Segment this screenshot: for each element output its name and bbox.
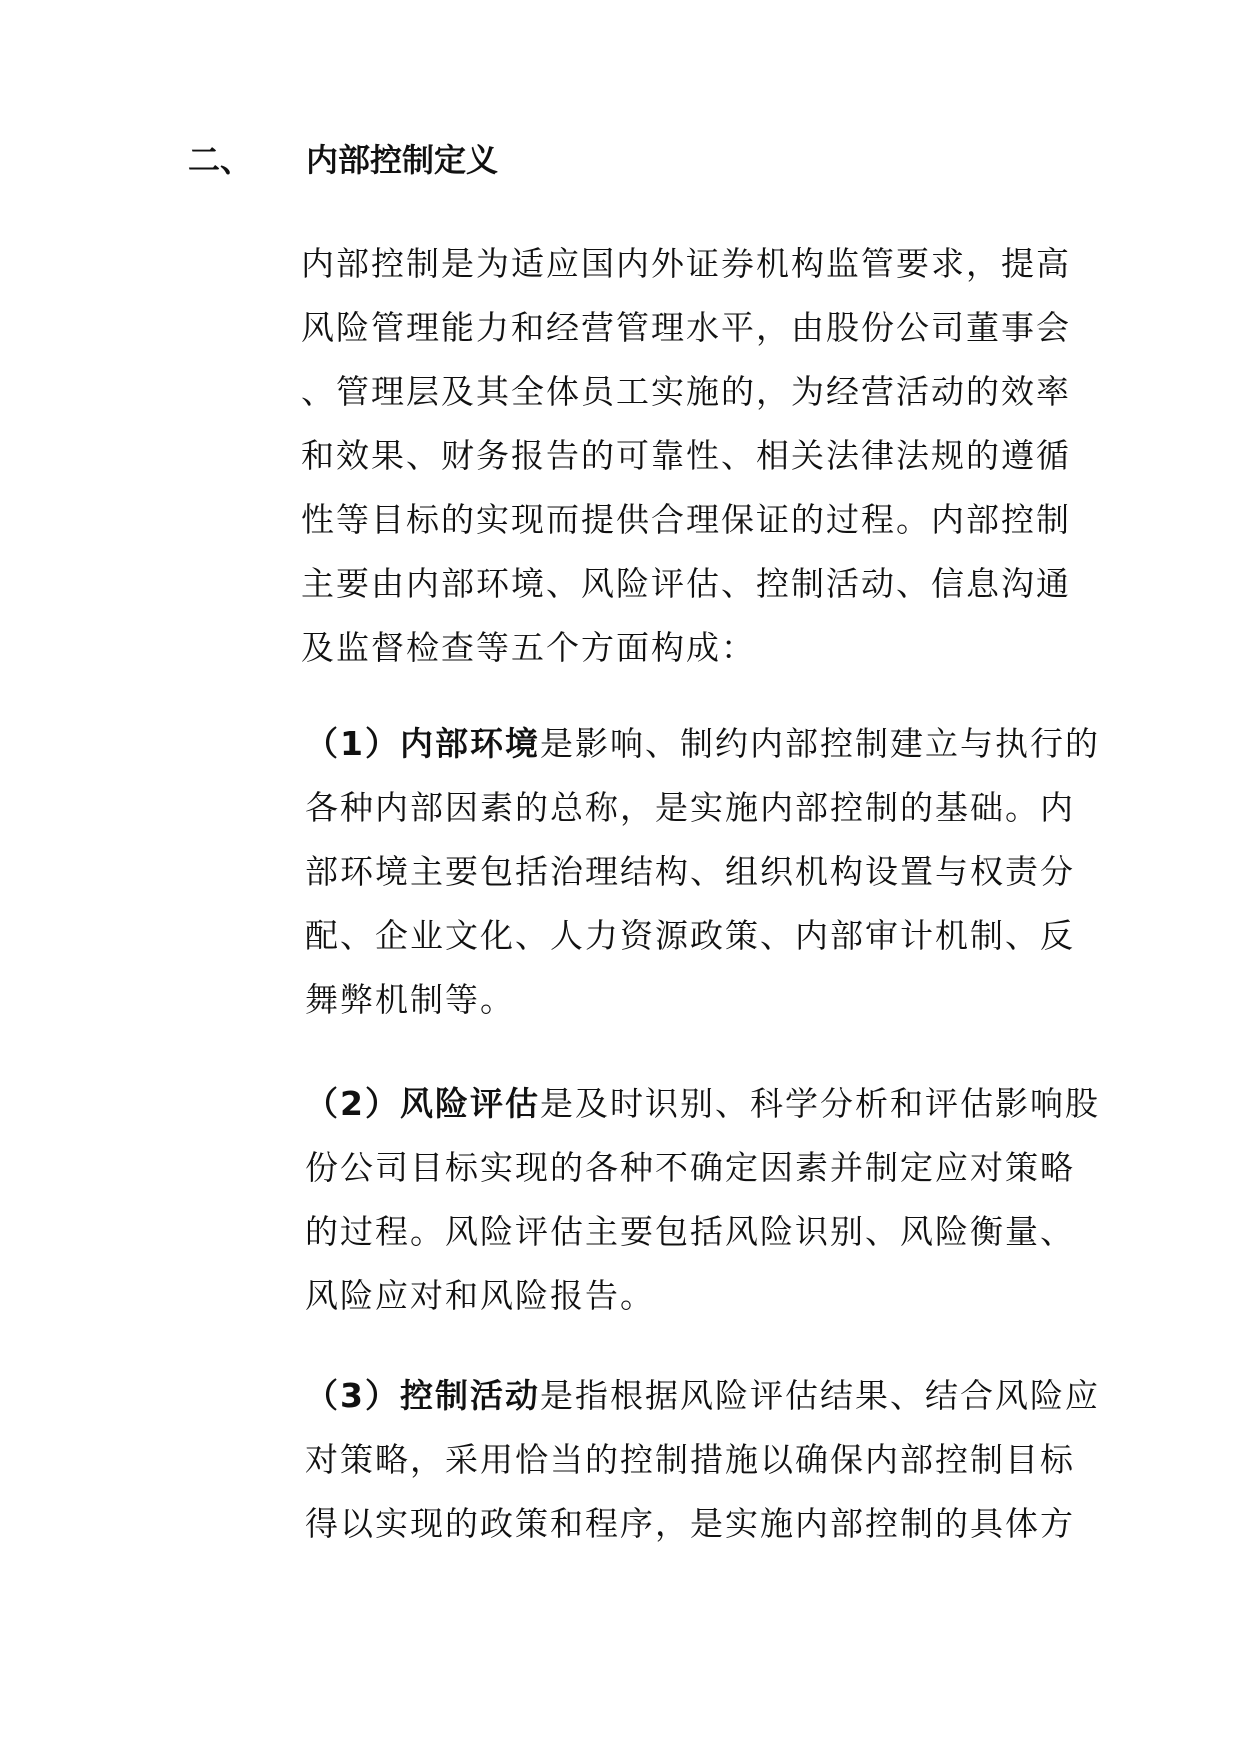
component-item-risk-assessment [305,1072,1100,1328]
paragraph-line: 得以实现的政策和程序，是实施内部控制的具体方 [305,1504,1075,1543]
paragraph-line: 舞弊机制等。 [305,980,515,1019]
paragraph-first-line [305,1364,1100,1428]
paragraph-line: 的过程。风险评估主要包括风险识别、风险衡量、 [305,1212,1075,1251]
paragraph-line: 各种内部因素的总称，是实施内部控制的基础。内 [305,788,1075,827]
item-text: 是及时识别、科学分析和评估影响股 [539,1084,1100,1123]
paragraph-line: 对策略，采用恰当的控制措施以确保内部控制目标 [305,1440,1075,1479]
paragraph-line: 性等目标的实现而提供合理保证的过程。内部控制 [301,500,1071,539]
item-term: 控制活动 [399,1376,540,1415]
item-text: 是影响、制约内部控制建立与执行的 [539,724,1100,763]
section-heading [188,140,498,180]
paragraph-line: 部环境主要包括治理结构、组织机构设置与权责分 [305,852,1075,891]
intro-paragraph [301,232,1071,680]
paragraph-line: 风险应对和风险报告。 [305,1276,655,1315]
component-item-internal-environment [305,712,1100,1032]
paragraph-line: 、管理层及其全体员工实施的，为经营活动的效率 [301,372,1071,411]
item-marker: （1） [305,724,400,763]
item-term: 风险评估 [399,1084,540,1123]
item-term: 内部环境 [399,724,540,763]
item-text: 是指根据风险评估结果、结合风险应 [539,1376,1100,1415]
paragraph-line: 份公司目标实现的各种不确定因素并制定应对策略 [305,1148,1075,1187]
paragraph-line: 内部控制是为适应国内外证券机构监管要求，提高 [301,244,1071,283]
paragraph-line: 主要由内部环境、风险评估、控制活动、信息沟通 [301,564,1071,603]
component-item-control-activities [305,1364,1100,1556]
item-marker: （2） [305,1084,400,1123]
section-title: 内部控制定义 [306,141,499,179]
paragraph-line: 及监督检查等五个方面构成： [301,628,756,667]
paragraph-first-line [305,1072,1100,1136]
section-number: 二、 [188,141,253,179]
paragraph-line: 配、企业文化、人力资源政策、内部审计机制、反 [305,916,1075,955]
item-marker: （3） [305,1376,400,1415]
paragraph-line: 和效果、财务报告的可靠性、相关法律法规的遵循 [301,436,1071,475]
paragraph-first-line [305,712,1100,776]
paragraph-line: 风险管理能力和经营管理水平，由股份公司董事会 [301,308,1071,347]
